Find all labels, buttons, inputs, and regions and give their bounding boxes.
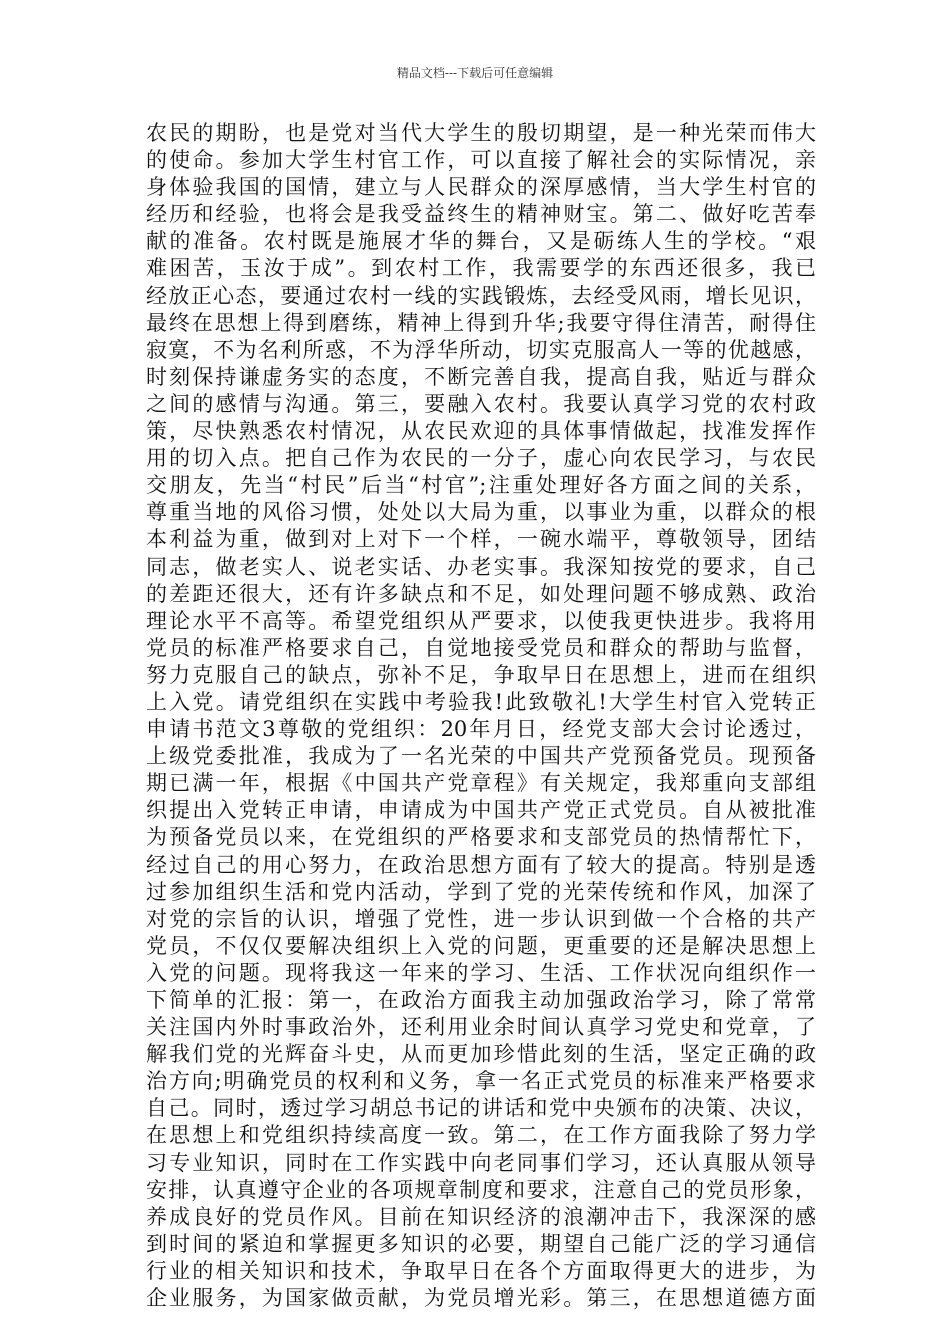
text-line: 关注国内外时事政治外，还利用业余时间认真学习党史和党章，了 [146, 1015, 816, 1040]
text-line: 同志，做老实人、说老实话、办老实事。我深知按党的要求，自己 [146, 554, 816, 579]
text-line: 的使命。参加大学生村官工作，可以直接了解社会的实际情况，亲 [146, 148, 816, 173]
text-line: 自己。同时，透过学习胡总书记的讲话和党中央颁布的决策、决议， [146, 1096, 816, 1121]
text-line: 养成良好的党员作风。目前在知识经济的浪潮冲击下，我深深的感 [146, 1204, 816, 1229]
text-line: 献的准备。农村既是施展才华的舞台，又是砺练人生的学校。“艰 [146, 229, 816, 254]
text-line: 的差距还很大，还有许多缺点和不足，如处理问题不够成熟、政治 [146, 581, 816, 606]
text-line: 申请书范文3尊敬的党组织：20年月日，经党支部大会讨论透过， [146, 717, 816, 742]
text-line: 对党的宗旨的认识，增强了党性，进一步认识到做一个合格的共产 [146, 906, 816, 931]
text-line: 本利益为重，做到对上对下一个样，一碗水端平，尊敬领导，团结 [146, 527, 816, 552]
text-line: 时刻保持谦虚务实的态度，不断完善自我，提高自我，贴近与群众 [146, 364, 816, 389]
text-line: 下简单的汇报：第一，在政治方面我主动加强政治学习，除了常常 [146, 988, 816, 1012]
text-line: 入党的问题。现将我这一年来的学习、生活、工作状况向组织作一 [146, 960, 816, 985]
text-line: 最终在思想上得到磨练，精神上得到升华;我要守得住清苦，耐得住 [146, 310, 816, 335]
text-line: 企业服务，为国家做贡献，为党员增光彩。第三，在思想道德方面 [146, 1286, 816, 1311]
text-line: 安排，认真遵守企业的各项规章制度和要求，注意自己的党员形象， [146, 1177, 816, 1202]
text-line: 经过自己的用心努力，在政治思想方面有了较大的提高。特别是透 [146, 852, 816, 877]
text-line: 期已满一年，根据《中国共产党章程》有关规定，我郑重向支部组 [146, 771, 816, 796]
text-line: 上级党委批准，我成为了一名光荣的中国共产党预备党员。现预备 [146, 744, 816, 769]
text-line: 治方向;明确党员的权利和义务，拿一名正式党员的标准来严格要求 [146, 1069, 816, 1094]
text-line: 理论水平不高等。希望党组织从严要求，以使我更快进步。我将用 [146, 608, 816, 633]
text-line: 解我们党的光辉奋斗史，从而更加珍惜此刻的生活，坚定正确的政 [146, 1042, 816, 1067]
text-line: 交朋友，先当“村民”后当“村官”;注重处理好各方面之间的关系， [146, 473, 816, 498]
text-line: 身体验我国的国情，建立与人民群众的深厚感情，当大学生村官的 [146, 175, 816, 200]
text-line: 用的切入点。把自己作为农民的一分子，虚心向农民学习，与农民 [146, 446, 816, 471]
text-line: 到时间的紧迫和掌握更多知识的必要，期望自己能广泛的学习通信 [146, 1231, 816, 1256]
text-line: 难困苦，玉汝于成”。到农村工作，我需要学的东西还很多，我已 [146, 256, 816, 281]
text-line: 策，尽快熟悉农村情况，从农民欢迎的具体事情做起，找准发挥作 [146, 419, 816, 444]
text-line: 织提出入党转正申请，申请成为中国共产党正式党员。自从被批准 [146, 798, 816, 823]
text-line: 经历和经验，也将会是我受益终生的精神财宝。第二、做好吃苦奉 [146, 202, 816, 227]
text-line: 农民的期盼，也是党对当代大学生的殷切期望，是一种光荣而伟大 [146, 121, 816, 145]
document-body [146, 120, 816, 1312]
text-line: 习专业知识，同时在工作实践中向老同事们学习，还认真服从领导 [146, 1150, 816, 1175]
text-line: 党员的标准严格要求自己，自觉地接受党员和群众的帮助与监督， [146, 635, 816, 660]
text-line: 在思想上和党组织持续高度一致。第二，在工作方面我除了努力学 [146, 1123, 816, 1148]
text-line: 过参加组织生活和党内活动，学到了党的光荣传统和作风，加深了 [146, 879, 816, 904]
text-line: 上入党。请党组织在实践中考验我!此致敬礼!大学生村官入党转正 [146, 689, 816, 714]
text-line: 之间的感情与沟通。第三，要融入农村。我要认真学习党的农村政 [146, 391, 816, 416]
page-header: 精品文档---下载后可任意编辑 [396, 66, 554, 80]
text-line: 行业的相关知识和技术，争取早日在各个方面取得更大的进步，为 [146, 1258, 816, 1283]
text-line: 尊重当地的风俗习惯，处处以大局为重，以事业为重，以群众的根 [146, 500, 816, 525]
text-line: 经放正心态，要通过农村一线的实践锻炼，去经受风雨，增长见识， [146, 283, 816, 308]
text-line: 努力克服自己的缺点，弥补不足，争取早日在思想上，进而在组织 [146, 662, 816, 687]
text-line: 党员，不仅仅要解决组织上入党的问题，更重要的还是解决思想上 [146, 933, 816, 958]
text-line: 寂寞，不为名利所惑，不为浮华所动，切实克服高人一等的优越感， [146, 337, 816, 362]
text-line: 为预备党员以来，在党组织的严格要求和支部党员的热情帮忙下， [146, 825, 816, 850]
